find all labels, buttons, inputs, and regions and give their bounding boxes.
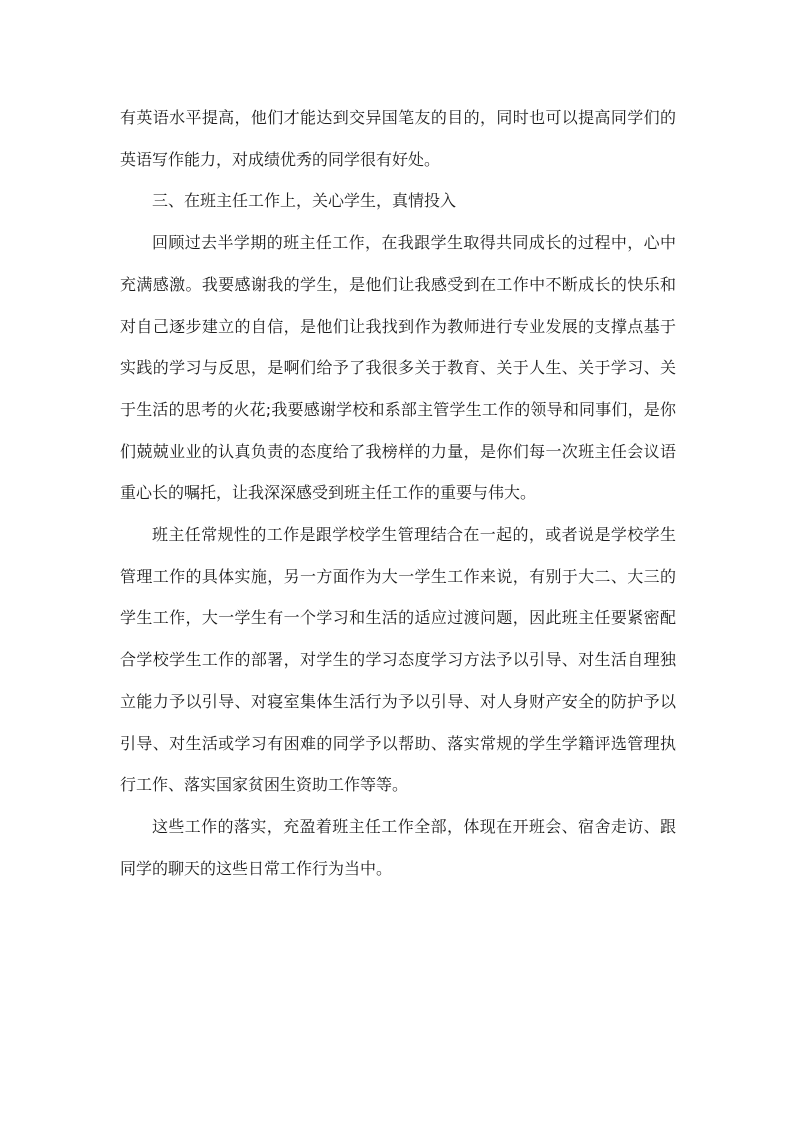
document-page (120, 97, 676, 889)
paragraph-continuation: 有英语水平提高，他们才能达到交异国笔友的目的，同时也可以提高同学们的英语写作能力，对成绩优秀的同学很有好处。 (120, 108, 676, 169)
paragraph-implementation: 这些工作的落实，充盈着班主任工作全部，体现在开班会、宿舍走访、跟同学的聊天的这些日常工作行为当中。 (120, 816, 676, 878)
paragraph-review: 回顾过去半学期的班主任工作，在我跟学生取得共同成长的过程中，心中充满感激。我要感谢我的学生，是他们让我感受到在工作中不断成长的快乐和对自己逐步建立的自信，是他们让我找到作为教师进行专业发展的支撑点基于实践的学习与反思，是啊们给予了我很多关于教育、关于人生、关于学习、关于生活的思考的火花;我要感谢学校和系部主管学生工作的领导和同事们，是你们兢兢业业的认真负责的态度给了我榜样的力量，是你们每一次班主任会议语重心长的嘱托，让我深深感受到班主任工作的重要与伟大。 (120, 233, 676, 503)
paragraph-routine-work: 班主任常规性的工作是跟学校学生管理结合在一起的，或者说是学校学生管理工作的具体实施，另一方面作为大一学生工作来说，有别于大二、大三的学生工作，大一学生有一个学习和生活的适应过渡问题，因此班主任要紧密配合学校学生工作的部署，对学生的学习态度学习方法予以引导、对生活自理独立能力予以引导、对寝室集体生活行为予以引导、对人身财产安全的防护予以引导、对生活或学习有困难的同学予以帮助、落实常规的学生学籍评选管理执行工作、落实国家贫困生资助工作等等。 (120, 525, 676, 795)
section-heading: 三、在班主任工作上，关心学生，真情投入 (152, 191, 457, 211)
